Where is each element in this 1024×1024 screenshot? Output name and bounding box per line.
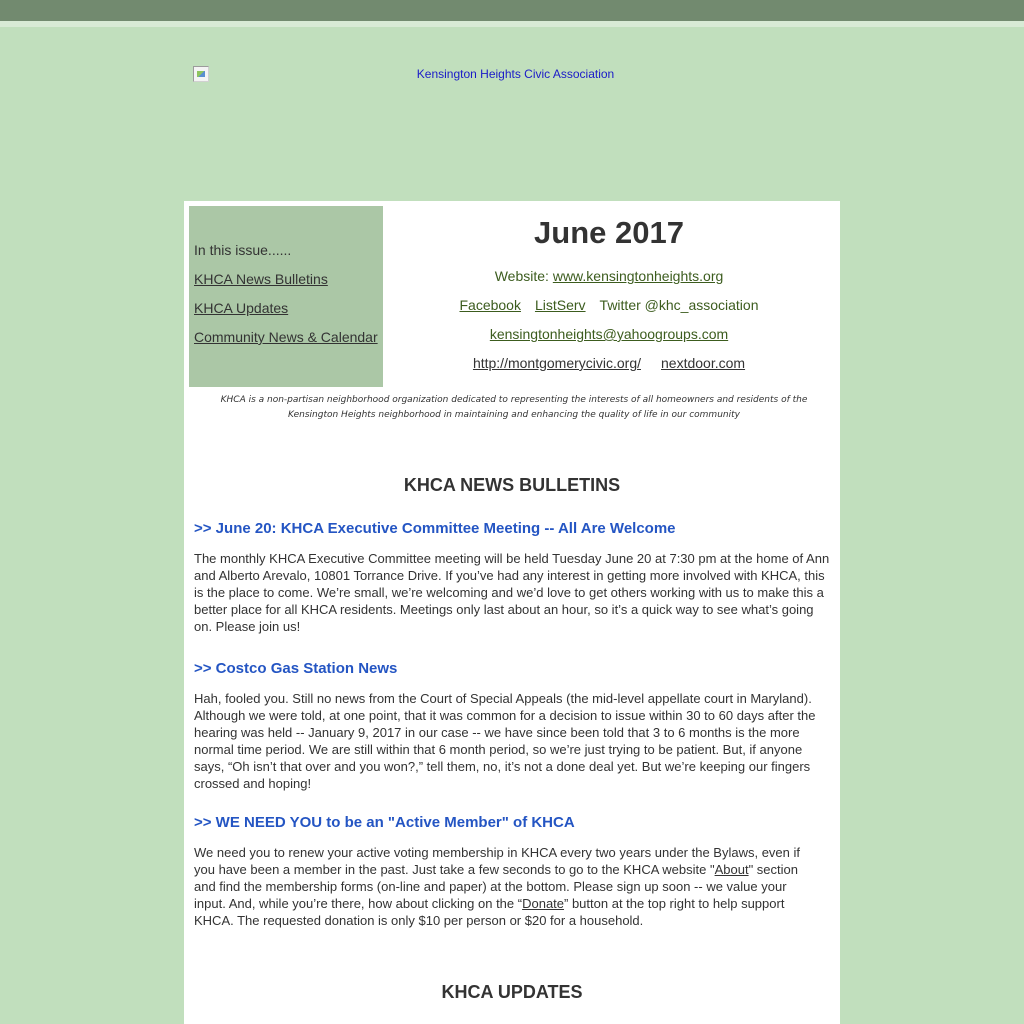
article-body bbox=[194, 844, 818, 929]
article-title: >> June 20: KHCA Executive Committee Meeting -- All Are Welcome bbox=[194, 520, 676, 537]
sidebar-link-news-bulletins[interactable]: KHCA News Bulletins bbox=[194, 271, 328, 287]
article-title: >> WE NEED YOU to be an "Active Member" of KHCA bbox=[194, 814, 575, 831]
listserv-link[interactable]: ListServ bbox=[534, 297, 586, 313]
issue-sidebar bbox=[189, 206, 383, 387]
article-title: >> Costco Gas Station News bbox=[194, 660, 398, 677]
sidebar-link-updates[interactable]: KHCA Updates bbox=[194, 300, 289, 316]
nextdoor-link[interactable]: nextdoor.com bbox=[661, 355, 746, 371]
sidebar-link-community-news[interactable]: Community News & Calendar bbox=[194, 329, 378, 345]
sidebar-intro: In this issue...... bbox=[194, 242, 292, 258]
article-text: ” button at the top right to help support KHCA. The requested donation is only $10 per person or $20 for a household. bbox=[194, 896, 785, 928]
header-banner-image bbox=[193, 66, 838, 86]
article-text: " section and find the membership forms (on-line and paper) at the bottom. Please sign up soon -- we value your input. And, while you’re there, how about clicking on the “ bbox=[194, 862, 798, 911]
article-body: The monthly KHCA Executive Committee meeting will be held Tuesday June 20 at 7:30 pm at the home of Ann and Alberto Arevalo, 10801 Torrance Drive. If you’ve had any interest in getting more involved with KHCA, this is the place to come. We’re small, we’re welcoming and we’d love to get others working with us to make this a better place for all KHCA residents. Meetings only last about an hour, so it’s a quick way to see what’s going on. Please join us! bbox=[194, 551, 830, 634]
top-bar-divider bbox=[0, 21, 1024, 27]
montgomery-civic-link[interactable]: http://montgomerycivic.org/ bbox=[472, 355, 641, 371]
article-text: We need you to renew your active voting membership in KHCA every two years under the Bylaws, even if you have been a member in the past. Just take a few seconds to go to the KHCA website " bbox=[194, 845, 800, 877]
about-link[interactable]: About bbox=[714, 862, 749, 877]
social-line bbox=[383, 297, 835, 313]
updates-heading: KHCA UPDATES bbox=[441, 982, 583, 1002]
header-image-alt-text: Kensington Heights Civic Association bbox=[416, 67, 615, 81]
top-bar bbox=[0, 0, 1024, 21]
issue-title: June 2017 bbox=[534, 215, 684, 250]
donate-link[interactable]: Donate bbox=[522, 896, 565, 911]
yahoogroups-line bbox=[383, 326, 835, 342]
website-line bbox=[383, 268, 835, 284]
other-links-line bbox=[383, 355, 835, 371]
facebook-link[interactable]: Facebook bbox=[459, 297, 521, 313]
twitter-handle: Twitter @khc_association bbox=[599, 297, 759, 313]
website-link[interactable]: www.kensingtonheights.org bbox=[552, 268, 724, 284]
masthead bbox=[383, 201, 835, 391]
website-label: Website: bbox=[494, 268, 553, 284]
yahoogroups-link[interactable]: kensingtonheights@yahoogroups.com bbox=[489, 326, 729, 342]
news-bulletins-heading: KHCA NEWS BULLETINS bbox=[403, 475, 621, 495]
article-body: Hah, fooled you. Still no news from the Court of Special Appeals (the mid-level appellate court in Maryland). Although we were told, at one point, that it was common for a decision to issue within 30 to 60 days after the hearing was held -- January 9, 2017 in our case -- we have since been told that 3 to 6 months is the more normal time period. We are still within that 6 month period, so we’re just trying to be patient. But, if anyone says, “Oh isn’t that over and you won?,” tell them, no, it’s not a done deal yet. But we’re keeping our fingers crossed and hoping! bbox=[194, 691, 816, 791]
broken-image-icon bbox=[193, 66, 209, 82]
mission-statement: KHCA is a non-partisan neighborhood organization dedicated to representing the interests of all homeowners and residents of the Kensington Heights neighborhood in maintaining and enhancing the quality of life in our community bbox=[220, 395, 808, 420]
newsletter-content bbox=[184, 201, 840, 1024]
